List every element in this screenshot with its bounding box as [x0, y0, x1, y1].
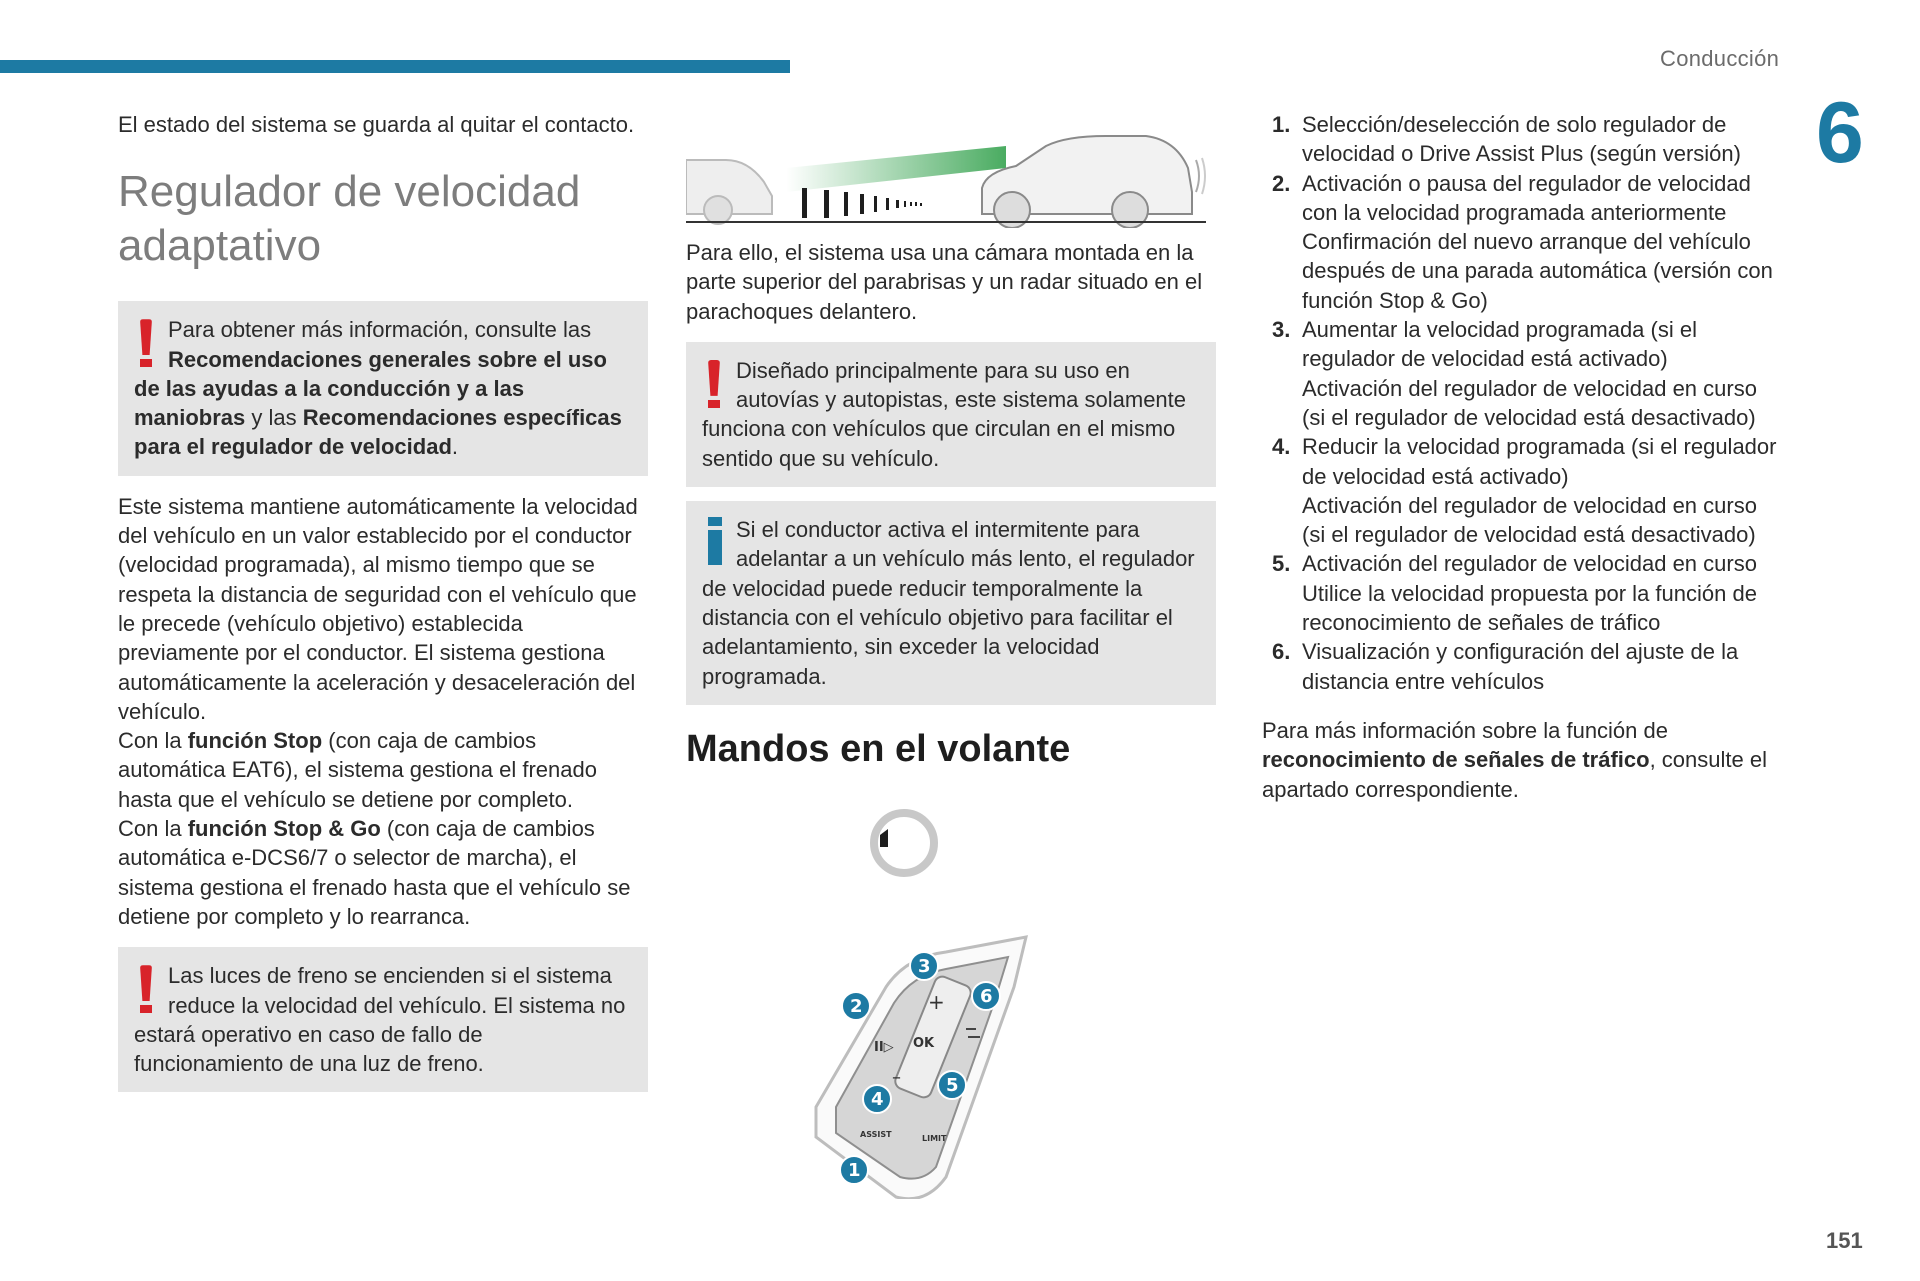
list-item-text: Aumentar la velocidad programada (si el regulador de velocidad está activado)	[1302, 317, 1697, 372]
body-paragraph-stop: Con la función Stop (con caja de cambios automática EAT6), el sistema gestiona el frenado hasta que el vehículo se detiene por completo.	[118, 728, 597, 812]
warning-box-info-links	[118, 301, 648, 475]
header-accent-bar	[0, 60, 790, 73]
radar-beam	[786, 146, 1006, 192]
minus-button-label: –	[892, 1066, 901, 1088]
callout-4	[863, 1085, 891, 1113]
distance-marks	[802, 188, 922, 218]
warning-icon	[134, 315, 160, 369]
control-list-item	[1262, 637, 1782, 696]
controls-list	[1262, 110, 1782, 696]
list-item-text: Activación del regulador de velocidad en curso (si el regulador de velocidad está desactivado)	[1302, 492, 1757, 548]
section-name: Conducción	[1660, 46, 1780, 71]
ok-button-label: OK	[913, 1035, 935, 1051]
column-middle	[686, 132, 1216, 1199]
list-item-text: Activación o pausa del regulador de velocidad con la velocidad programada anteriormente	[1302, 170, 1751, 225]
svg-text:4: 4	[871, 1088, 884, 1110]
control-list-item	[1262, 315, 1782, 432]
svg-text:5: 5	[946, 1074, 959, 1096]
column-right	[1262, 110, 1782, 804]
page-number: 151	[1826, 1228, 1863, 1253]
steering-wheel-controls-illustration	[776, 807, 1076, 1199]
info-box-overtaking	[686, 501, 1216, 705]
assist-button-label: ASSIST	[860, 1129, 892, 1139]
list-item-number: 1.	[1272, 112, 1291, 137]
callout-5	[938, 1071, 966, 1099]
play-pause-button-label: II▷	[874, 1039, 894, 1055]
list-item-number: 5.	[1272, 551, 1291, 577]
svg-text:3: 3	[918, 955, 931, 977]
section-title: Regulador de velocidad adaptativo	[118, 167, 581, 271]
camera-description: Para ello, el sistema usa una cámara montada en la parte superior del parabrisas y un radar situado en el parachoques delantero.	[686, 240, 1203, 324]
callout-2	[842, 992, 870, 1020]
body-paragraph-stop-go: Con la función Stop & Go (con caja de cambios automática e-DCS6/7 o selector de marcha), el sistema gestiona el frenado hasta que el vehículo se detiene por completo y lo rearranca.	[118, 816, 631, 929]
list-item-text: Visualización y configuración del ajuste de la distancia entre vehículos	[1302, 639, 1739, 694]
list-item-text: Utilice la velocidad propuesta por la función de reconocimiento de señales de tráfico	[1302, 580, 1757, 636]
list-item-number: 4.	[1272, 434, 1291, 460]
warning-text: Para obtener más información, consulte las Recomendaciones generales sobre el uso de las ayudas a la conducción y a las maniobras y las Recomendaciones específicas para el regulador de velocidad.	[134, 317, 622, 460]
list-item-text: Activación del regulador de velocidad en curso (si el regulador de velocidad está desactivado)	[1302, 375, 1757, 430]
warning-text: Las luces de freno se encienden si el sistema reduce la velocidad del vehículo. El sistema no estará operativo en caso de fallo de funcionamiento de una luz de freno.	[134, 963, 626, 1077]
warning-icon	[702, 356, 728, 410]
list-item-number: 2.	[1272, 170, 1291, 196]
callout-6	[972, 982, 1000, 1010]
steering-wheel-icon	[874, 813, 934, 873]
list-item-text: Selección/deselección de solo regulador de velocidad o Drive Assist Plus (según versión)	[1302, 112, 1741, 167]
warning-icon	[134, 961, 160, 1015]
intro-text: El estado del sistema se guarda al quitar el contacto.	[118, 112, 635, 137]
warning-box-brake-lights	[118, 947, 648, 1092]
control-list-item	[1262, 432, 1782, 549]
callout-1	[840, 1156, 868, 1184]
warning-text: Diseñado principalmente para su uso en autovías y autopistas, este sistema solamente funciona con vehículos que circulan en el mismo sentido que su vehículo.	[702, 357, 1187, 471]
warning-box-highways	[686, 342, 1216, 487]
svg-text:2: 2	[850, 995, 863, 1017]
body-paragraph: Este sistema mantiene automáticamente la velocidad del vehículo en un valor establecido por el conductor (velocidad programada), al mismo tiempo que se respeta la distancia de seguridad con el vehículo que le precede (vehículo objetivo) establecida previamente por el conductor. El sistema gestiona automáticamente la aceleración y desaceleración del vehículo.	[118, 493, 638, 724]
list-item-text: Activación del regulador de velocidad en curso	[1302, 551, 1757, 577]
info-text: Si el conductor activa el intermitente para adelantar a un vehículo más lento, el regulador de velocidad puede reducir temporalmente la distancia con el vehículo objetivo para facilitar el adelantamiento, sin exceder la velocidad programada.	[702, 517, 1195, 689]
list-item-text: Reducir la velocidad programada (si el regulador de velocidad está activado)	[1302, 434, 1777, 489]
svg-text:1: 1	[848, 1159, 861, 1181]
plus-button-label: +	[928, 989, 945, 1014]
list-item-number: 3.	[1272, 317, 1291, 343]
info-icon	[702, 515, 728, 569]
callout-3	[910, 952, 938, 980]
target-car-icon	[982, 136, 1192, 228]
more-info-text: Para más información sobre la función de reconocimiento de señales de tráfico, consulte el apartado correspondiente.	[1262, 717, 1767, 802]
column-left	[118, 110, 648, 1092]
control-list-item	[1262, 169, 1782, 315]
list-item-text: Confirmación del nuevo arranque del vehículo después de una parada automática (versión con función Stop & Go)	[1302, 229, 1773, 313]
radar-cars-illustration	[686, 132, 1206, 228]
control-list-item	[1262, 549, 1782, 637]
control-list-item	[1262, 110, 1782, 169]
list-item-number: 6.	[1272, 639, 1291, 665]
controls-heading: Mandos en el volante	[686, 727, 1071, 770]
chapter-number: 6	[1816, 85, 1864, 181]
svg-text:6: 6	[980, 985, 993, 1007]
limit-button-label: LIMIT	[922, 1133, 947, 1143]
own-car-icon	[686, 160, 772, 224]
